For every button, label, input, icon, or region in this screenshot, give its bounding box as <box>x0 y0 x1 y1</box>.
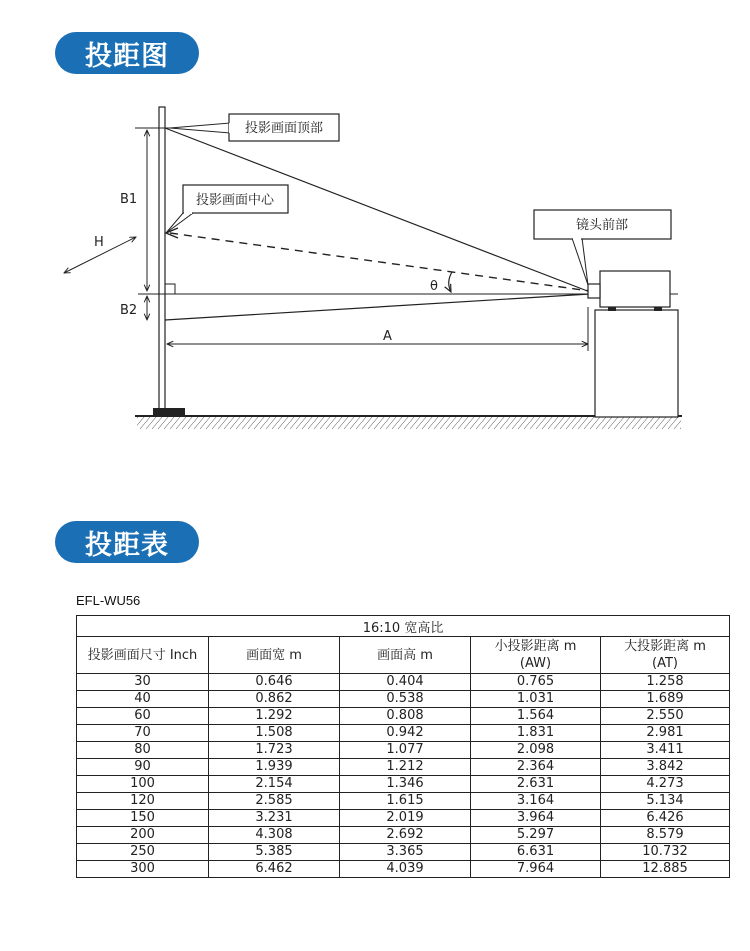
column-header: 画面高 m <box>340 637 471 674</box>
table-cell: 6.462 <box>209 861 340 878</box>
table-cell: 1.831 <box>471 725 601 742</box>
callout-screen-top <box>170 114 339 141</box>
table-cell: 4.273 <box>601 776 730 793</box>
projector <box>588 271 678 417</box>
throw-distance-diagram <box>0 95 750 440</box>
svg-text:投影画面顶部: 投影画面顶部 <box>244 121 324 136</box>
table-cell: 1.292 <box>209 708 340 725</box>
table-cell: 2.364 <box>471 759 601 776</box>
table-row <box>77 861 730 878</box>
table-cell: 2.585 <box>209 793 340 810</box>
table-cell: 3.365 <box>340 844 471 861</box>
table-cell: 3.411 <box>601 742 730 759</box>
table-cell: 1.564 <box>471 708 601 725</box>
table-cell: 2.098 <box>471 742 601 759</box>
table-cell: 70 <box>77 725 209 742</box>
table-cell: 7.964 <box>471 861 601 878</box>
table-cell: 1.615 <box>340 793 471 810</box>
table-row <box>77 793 730 810</box>
column-header: 大投影距离 m (AT) <box>601 637 730 674</box>
table-cell: 1.346 <box>340 776 471 793</box>
model-name: EFL-WU56 <box>76 593 141 608</box>
table-row <box>77 810 730 827</box>
column-header: 小投影距离 m (AW) <box>471 637 601 674</box>
aspect-ratio-header: 16:10 宽高比 <box>77 616 730 637</box>
table-cell: 12.885 <box>601 861 730 878</box>
table-cell: 2.631 <box>471 776 601 793</box>
theta-label: θ <box>430 279 438 294</box>
table-cell: 2.550 <box>601 708 730 725</box>
table-cell: 250 <box>77 844 209 861</box>
table-cell: 1.508 <box>209 725 340 742</box>
throw-distance-table <box>76 615 730 878</box>
table-cell: 0.646 <box>209 674 340 691</box>
table-cell: 1.939 <box>209 759 340 776</box>
b2-label: B2 <box>120 303 138 318</box>
column-header: 投影画面尺寸 Inch <box>77 637 209 674</box>
column-header: 画面宽 m <box>209 637 340 674</box>
table-row <box>77 725 730 742</box>
table-cell: 1.031 <box>471 691 601 708</box>
table-cell: 1.689 <box>601 691 730 708</box>
table-cell: 60 <box>77 708 209 725</box>
table-cell: 80 <box>77 742 209 759</box>
table-cell: 100 <box>77 776 209 793</box>
table-cell: 5.134 <box>601 793 730 810</box>
table-cell: 0.765 <box>471 674 601 691</box>
table-cell: 3.964 <box>471 810 601 827</box>
table-cell: 2.019 <box>340 810 471 827</box>
table-cell: 10.732 <box>601 844 730 861</box>
svg-text:投影画面中心: 投影画面中心 <box>195 193 275 208</box>
a-label: A <box>383 329 392 344</box>
table-cell: 4.308 <box>209 827 340 844</box>
table-row <box>77 827 730 844</box>
table-cell: 300 <box>77 861 209 878</box>
table-cell: 30 <box>77 674 209 691</box>
table-cell: 1.723 <box>209 742 340 759</box>
floor <box>135 416 682 429</box>
table-cell: 6.631 <box>471 844 601 861</box>
table-cell: 3.842 <box>601 759 730 776</box>
table-row <box>77 708 730 725</box>
table-cell: 1.077 <box>340 742 471 759</box>
table-cell: 3.164 <box>471 793 601 810</box>
h-label: H <box>94 235 104 250</box>
table-row <box>77 742 730 759</box>
svg-text:镜头前部: 镜头前部 <box>575 218 629 233</box>
table-cell: 4.039 <box>340 861 471 878</box>
table-row <box>77 691 730 708</box>
table-cell: 2.981 <box>601 725 730 742</box>
table-cell: 1.258 <box>601 674 730 691</box>
table-cell: 2.154 <box>209 776 340 793</box>
b1-label: B1 <box>120 192 138 207</box>
table-cell: 6.426 <box>601 810 730 827</box>
screen-stand <box>153 107 185 416</box>
table-cell: 0.404 <box>340 674 471 691</box>
table-section-title: 投距表 <box>55 521 199 563</box>
callout-screen-center <box>166 185 288 233</box>
table-row <box>77 674 730 691</box>
table-cell: 200 <box>77 827 209 844</box>
table-cell: 40 <box>77 691 209 708</box>
table-cell: 2.692 <box>340 827 471 844</box>
table-row <box>77 844 730 861</box>
table-cell: 5.297 <box>471 827 601 844</box>
table-cell: 150 <box>77 810 209 827</box>
table-cell: 90 <box>77 759 209 776</box>
table-cell: 0.808 <box>340 708 471 725</box>
table-cell: 3.231 <box>209 810 340 827</box>
table-row <box>77 759 730 776</box>
table-cell: 0.538 <box>340 691 471 708</box>
diagram-section-title: 投距图 <box>55 32 199 74</box>
table-cell: 1.212 <box>340 759 471 776</box>
table-cell: 0.862 <box>209 691 340 708</box>
table-row <box>77 776 730 793</box>
table-cell: 0.942 <box>340 725 471 742</box>
table-cell: 8.579 <box>601 827 730 844</box>
table-cell: 120 <box>77 793 209 810</box>
table-cell: 5.385 <box>209 844 340 861</box>
